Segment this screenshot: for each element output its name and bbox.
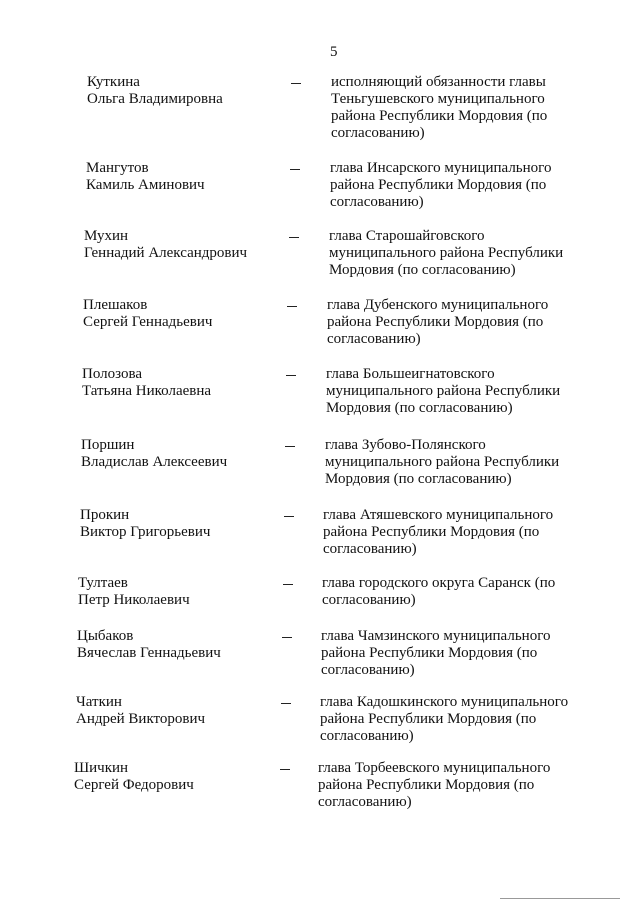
description-line: района Республики Мордовия (по — [331, 108, 548, 124]
description-line: района Республики Мордовия (по — [327, 314, 544, 330]
description-line: Мордовия (по согласованию) — [326, 400, 513, 416]
person-name — [78, 575, 190, 609]
position-description — [323, 507, 593, 558]
description-line: муниципального района Республики — [325, 454, 560, 470]
person-name — [76, 694, 205, 728]
separator-dash — [281, 703, 291, 704]
surname: Мухин — [84, 228, 129, 244]
position-description — [320, 694, 590, 745]
person-name — [74, 760, 194, 794]
description-line: глава городского округа Саранск (по — [322, 575, 556, 591]
position-description — [322, 575, 592, 609]
separator-dash — [286, 375, 296, 376]
description-line: Теньгушевского муниципального — [331, 91, 545, 107]
description-line: глава Большеигнатовского — [326, 366, 495, 382]
description-line: глава Атяшевского муниципального — [323, 507, 554, 523]
position-description — [327, 297, 597, 348]
description-line: глава Инсарского муниципального — [330, 160, 552, 176]
given-names: Вячеслав Геннадьевич — [77, 645, 221, 661]
description-line: глава Торбеевского муниципального — [318, 760, 551, 776]
surname: Шичкин — [74, 760, 129, 776]
given-names: Сергей Федорович — [74, 777, 194, 793]
surname: Поршин — [81, 437, 135, 453]
given-names: Владислав Алексеевич — [81, 454, 228, 470]
surname: Цыбаков — [77, 628, 134, 644]
given-names: Петр Николаевич — [78, 592, 190, 608]
given-names: Сергей Геннадьевич — [83, 314, 213, 330]
person-name — [77, 628, 221, 662]
separator-dash — [287, 306, 297, 307]
position-description — [329, 228, 599, 279]
description-line: согласованию) — [331, 125, 425, 141]
description-line: согласованию) — [318, 794, 412, 810]
description-line: согласованию) — [320, 728, 414, 744]
separator-dash — [290, 169, 300, 170]
position-description — [330, 160, 600, 211]
description-line: глава Чамзинского муниципального — [321, 628, 551, 644]
position-description — [331, 74, 601, 142]
person-name — [80, 507, 210, 541]
description-line: согласованию) — [327, 331, 421, 347]
description-line: исполняющий обязанности главы — [331, 74, 546, 90]
surname: Чаткин — [76, 694, 122, 710]
person-name — [84, 228, 247, 262]
separator-dash — [280, 769, 290, 770]
person-name — [82, 366, 211, 400]
separator-dash — [284, 516, 294, 517]
separator-dash — [283, 584, 293, 585]
surname: Мангутов — [86, 160, 149, 176]
given-names: Татьяна Николаевна — [82, 383, 212, 399]
given-names: Камиль Аминович — [86, 177, 205, 193]
given-names: Андрей Викторович — [76, 711, 206, 727]
description-line: глава Дубенского муниципального — [327, 297, 549, 313]
surname: Тултаев — [78, 575, 128, 591]
given-names: Геннадий Александрович — [84, 245, 248, 261]
person-name — [83, 297, 212, 331]
separator-dash — [291, 83, 301, 84]
description-line: глава Зубово-Полянского — [325, 437, 486, 453]
description-line: района Республики Мордовия (по — [330, 177, 547, 193]
position-description — [326, 366, 596, 417]
description-line: района Республики Мордовия (по — [320, 711, 537, 727]
person-name — [81, 437, 227, 471]
description-line: глава Кадошкинского муниципального — [320, 694, 569, 710]
given-names: Виктор Григорьевич — [80, 524, 211, 540]
description-line: согласованию) — [321, 662, 415, 678]
description-line: согласованию) — [323, 541, 417, 557]
description-line: района Республики Мордовия (по — [318, 777, 535, 793]
position-description — [321, 628, 591, 679]
given-names: Ольга Владимировна — [87, 91, 223, 107]
surname: Куткина — [87, 74, 140, 90]
description-line: района Республики Мордовия (по — [321, 645, 538, 661]
description-line: района Республики Мордовия (по — [323, 524, 540, 540]
scan-artifact — [500, 898, 620, 899]
description-line: муниципального района Республики — [329, 245, 564, 261]
separator-dash — [289, 237, 299, 238]
description-line: глава Старошайговского — [329, 228, 485, 244]
page-number: 5 — [330, 44, 338, 60]
separator-dash — [285, 446, 295, 447]
description-line: муниципального района Республики — [326, 383, 561, 399]
description-line: Мордовия (по согласованию) — [329, 262, 516, 278]
position-description — [318, 760, 588, 811]
description-line: согласованию) — [330, 194, 424, 210]
person-name — [87, 74, 223, 108]
surname: Прокин — [80, 507, 130, 523]
description-line: Мордовия (по согласованию) — [325, 471, 512, 487]
position-description — [325, 437, 595, 488]
person-name — [86, 160, 205, 194]
surname: Полозова — [82, 366, 142, 382]
surname: Плешаков — [83, 297, 148, 313]
description-line: согласованию) — [322, 592, 416, 608]
separator-dash — [282, 637, 292, 638]
